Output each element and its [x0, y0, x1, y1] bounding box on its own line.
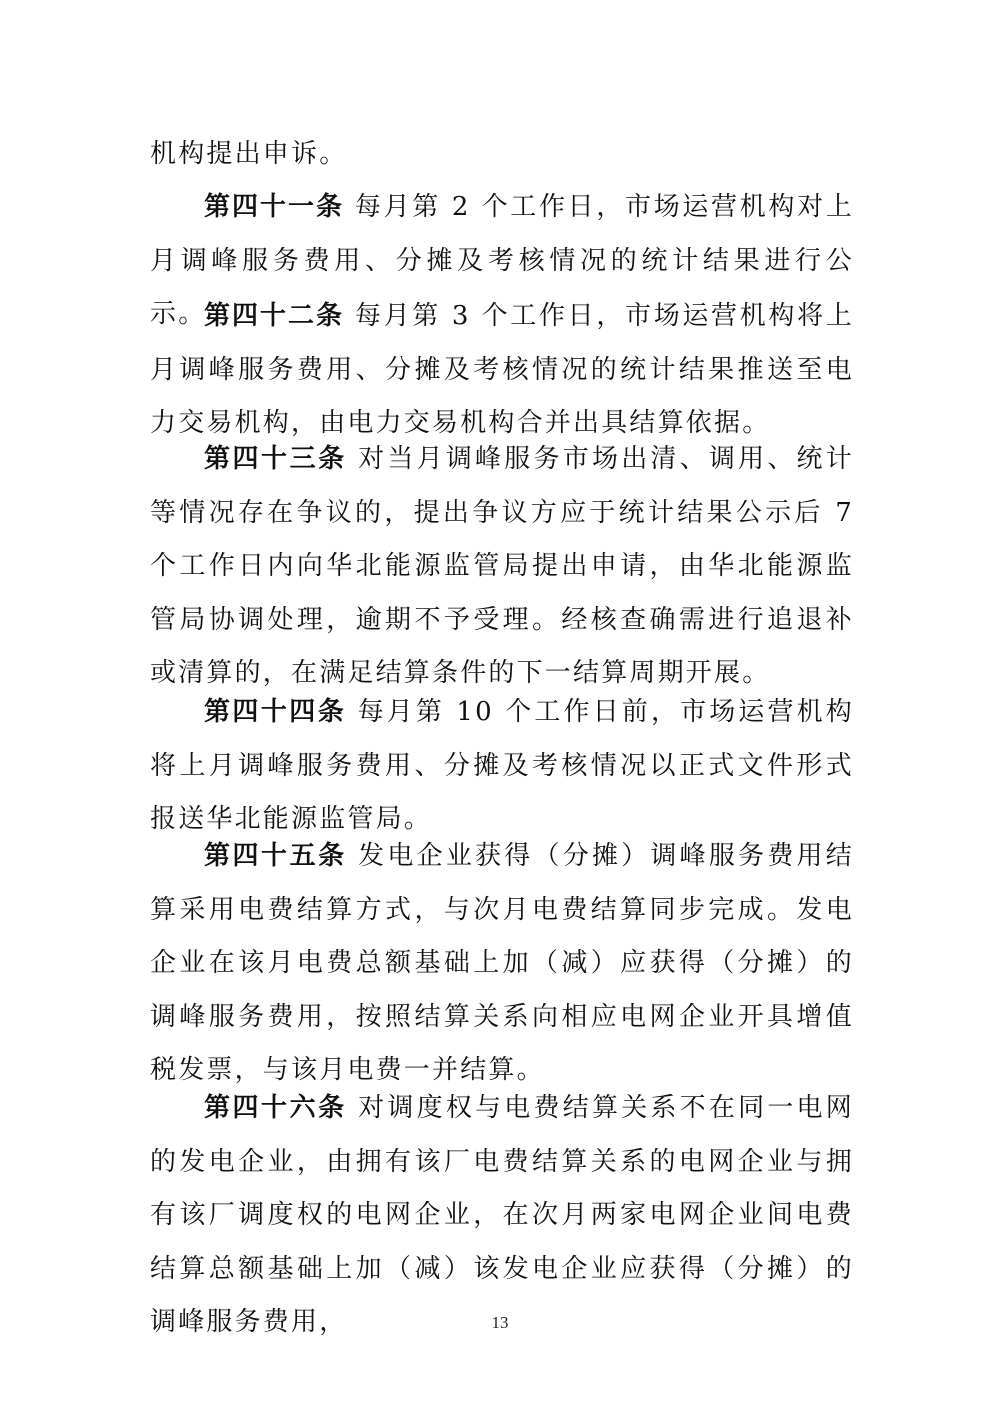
paragraph-text: 每月第 3 个工作日，市场运营机构将上月调峰服务费用、分摊及考核情况的统计结果推送至电力交易机构，由电力交易机构合并出具结算依据。: [150, 301, 854, 438]
article-heading: 第四十二条: [204, 301, 344, 331]
article-heading: 第四十五条: [204, 841, 347, 871]
article-46: [150, 1082, 854, 1350]
paragraph-text: 发电企业获得（分摊）调峰服务费用结算采用电费结算方式，与次月电费结算同步完成。发电企业在该月电费总额基础上加（减）应获得（分摊）的调峰服务费用，按照结算关系向相应电网企业开具增值税发票，与该月电费一并结算。: [150, 841, 854, 1085]
page-number: 13: [491, 1313, 509, 1332]
paragraph-text: 每月第 2 个工作日，市场运营机构对上月调峰服务费用、分摊及考核情况的统计结果进行公示。: [150, 192, 854, 329]
article-45: [150, 830, 854, 1098]
paragraph-text: 机构提出申诉。: [150, 139, 348, 169]
paragraph-text: 对调度权与电费结算关系不在同一电网的发电企业，由拥有该厂电费结算关系的电网企业与拥有该厂调度权的电网企业，在次月两家电网企业间电费结算总额基础上加（减）该发电企业应获得（分摊）的调峰服务费用，: [150, 1093, 854, 1337]
article-heading: 第四十一条: [204, 192, 344, 222]
article-heading: 第四十三条: [204, 444, 347, 474]
article-heading: 第四十六条: [204, 1093, 347, 1123]
article-44: [150, 686, 854, 847]
paragraph-continuation: [150, 128, 854, 182]
article-43: [150, 433, 854, 701]
paragraph-text: 每月第 10 个工作日前，市场运营机构将上月调峰服务费用、分摊及考核情况以正式文件形式报送华北能源监管局。: [150, 697, 854, 834]
article-heading: 第四十四条: [204, 697, 347, 727]
paragraph-text: 对当月调峰服务市场出清、调用、统计等情况存在争议的，提出争议方应于统计结果公示后 7 个工作日内向华北能源监管局提出申请，由华北能源监管局协调处理，逾期不予受理。经核查确需进行追退补或清算的，在满足结算条件的下一结算周期开展。: [150, 444, 854, 688]
article-42: [150, 290, 854, 451]
